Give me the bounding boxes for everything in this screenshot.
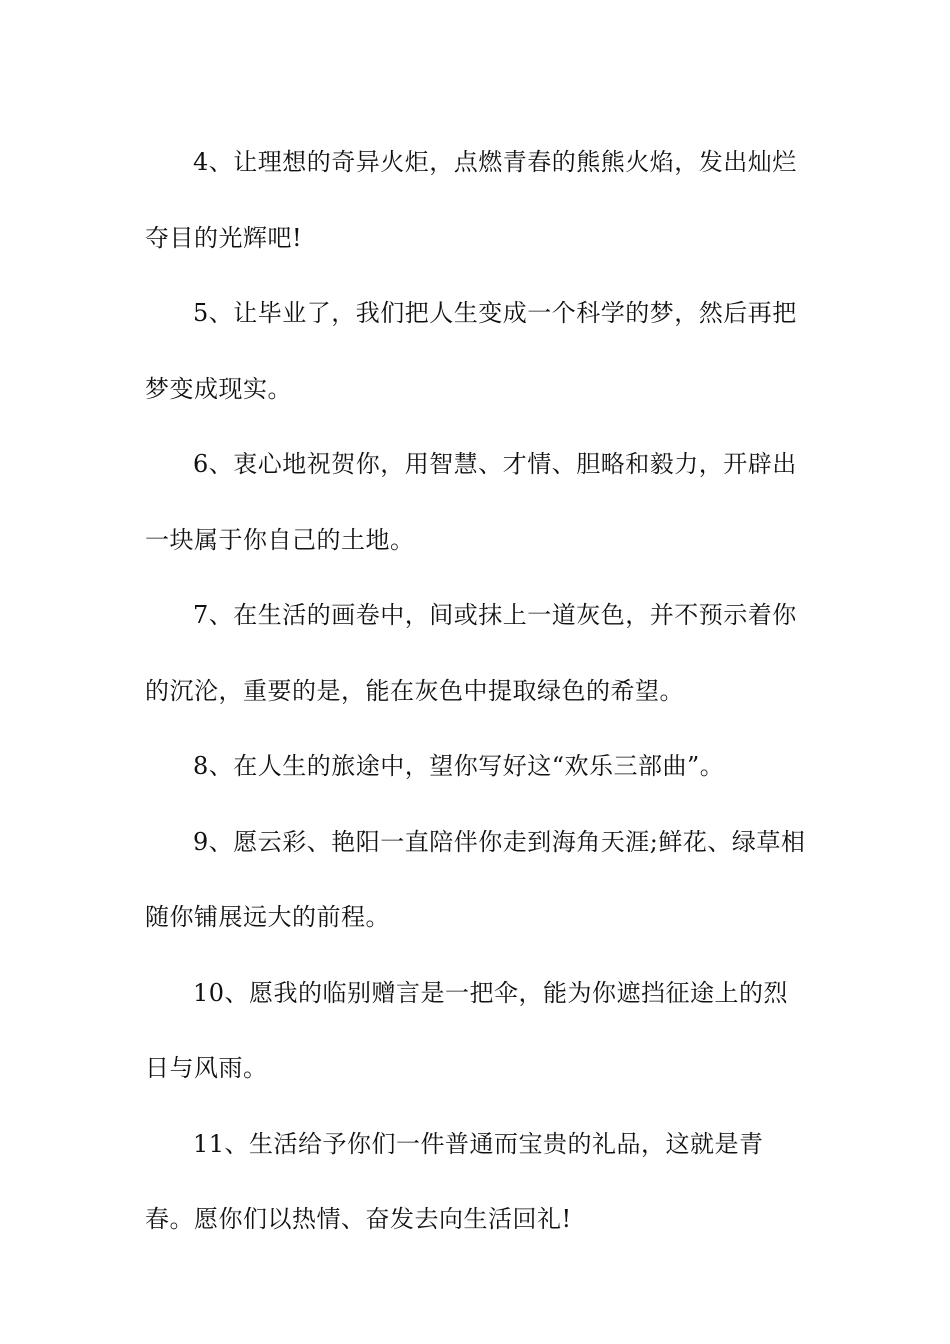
- paragraph-11: 11、生活给予你们一件普通而宝贵的礼品，这就是青春。愿你们以热情、奋发去向生活回礼!: [145, 1129, 764, 1233]
- document-body: [145, 125, 810, 1258]
- paragraph-9: 9、愿云彩、艳阳一直陪伴你走到海角天涯;鲜花、绿草相随你铺展远大的前程。: [145, 827, 806, 931]
- paragraph-4: 4、让理想的奇异火炬，点燃青春的熊熊火焰，发出灿烂夺目的光辉吧!: [145, 148, 797, 252]
- paragraph-10: 10、愿我的临别赠言是一把伞，能为你遮挡征途上的烈日与风雨。: [145, 978, 789, 1082]
- paragraph-6: 6、衷心地祝贺你，用智慧、才情、胆略和毅力，开辟出一块属于你自己的土地。: [145, 450, 797, 554]
- paragraph-5: 5、让毕业了，我们把人生变成一个科学的梦，然后再把梦变成现实。: [145, 299, 797, 403]
- paragraph-7: 7、在生活的画卷中，间或抹上一道灰色，并不预示着你的沉沦，重要的是，能在灰色中提取绿色的希望。: [145, 601, 797, 705]
- paragraph-8: 8、在人生的旅途中，望你写好这“欢乐三部曲”。: [193, 752, 725, 780]
